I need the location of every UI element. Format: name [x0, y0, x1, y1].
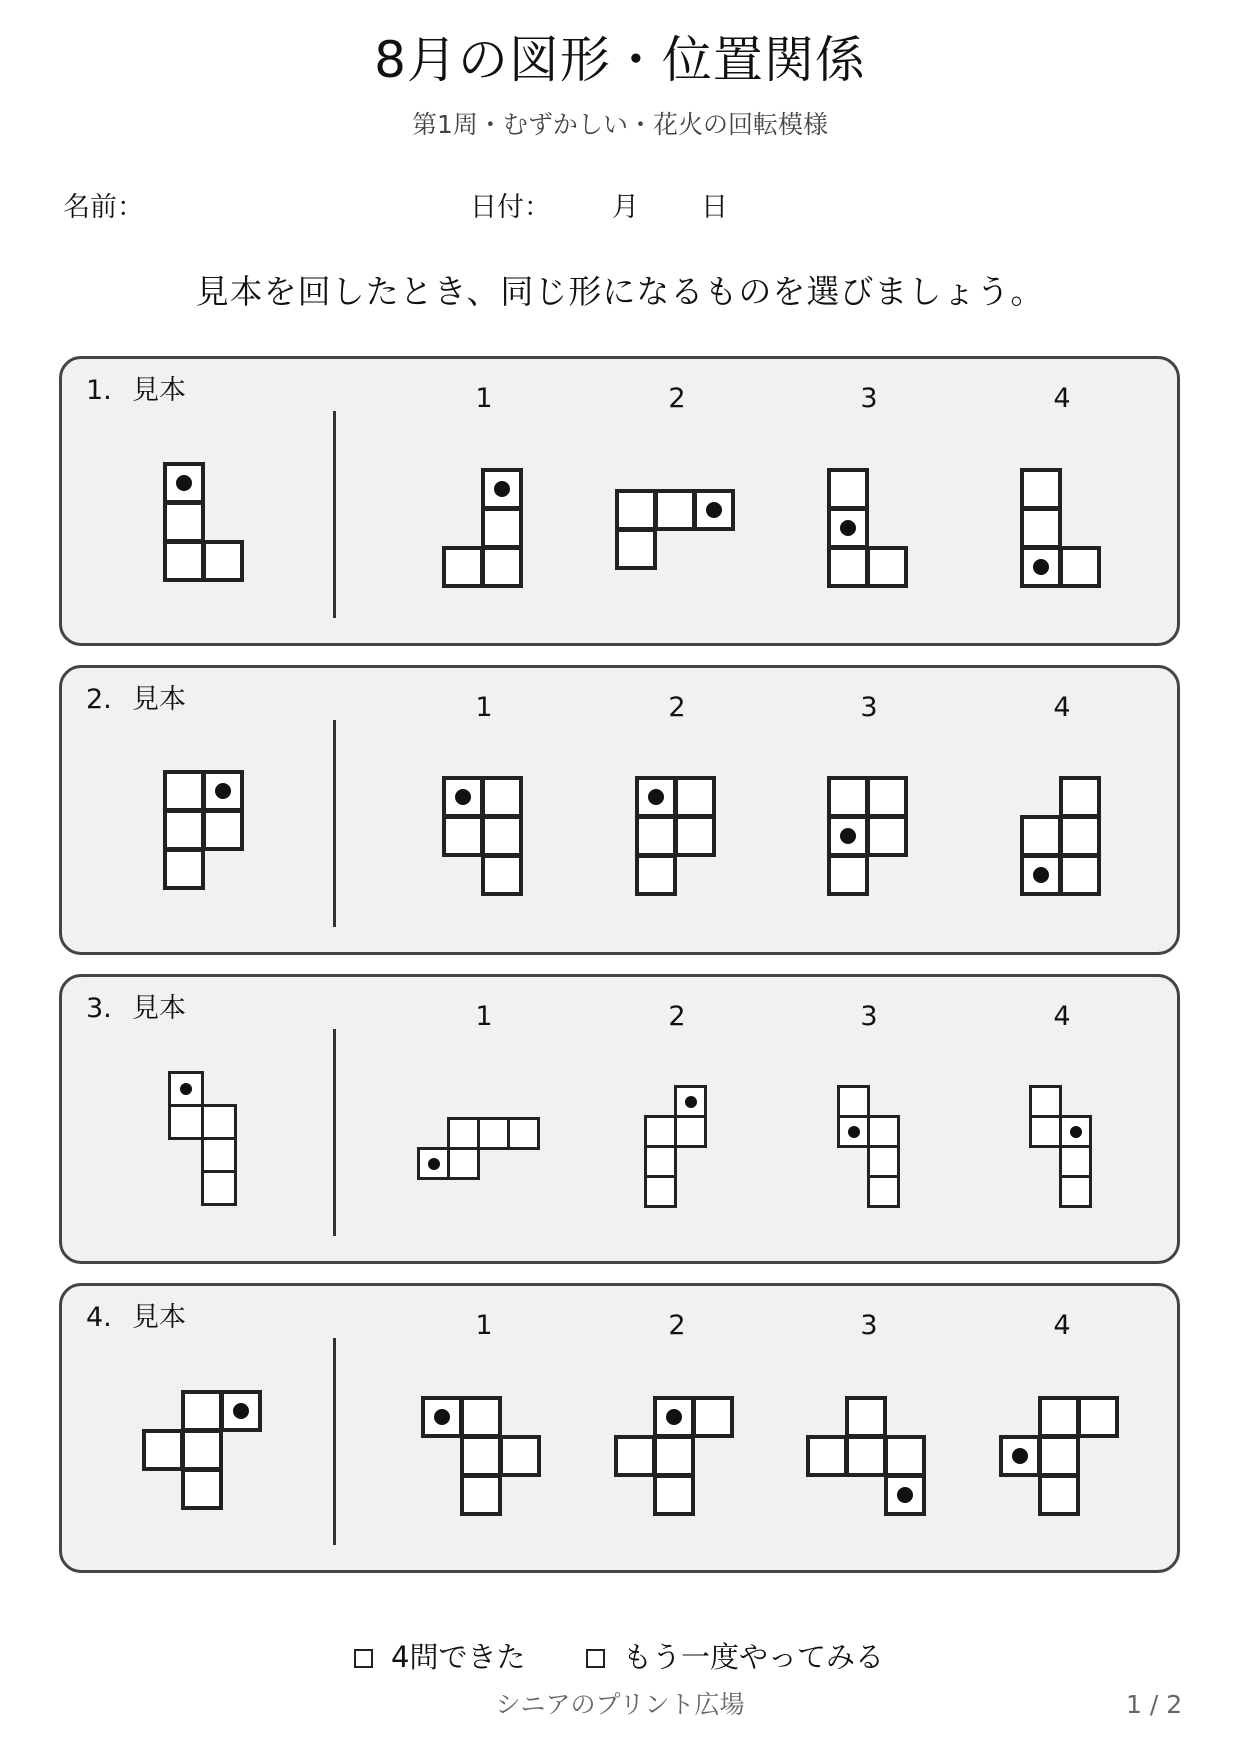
dot-cell [1059, 1115, 1092, 1148]
checklist-item-retry[interactable] [586, 1637, 884, 1677]
grid-cell [866, 776, 908, 818]
grid-cell [866, 546, 908, 588]
dot-cell [163, 462, 205, 504]
grid-cell [845, 1396, 887, 1438]
dot-cell [674, 1085, 707, 1118]
problem-panel-2 [59, 665, 1180, 955]
option-number-2: 2 [668, 1001, 686, 1032]
grid-cell [163, 540, 205, 582]
grid-cell [202, 540, 244, 582]
grid-cell [163, 809, 205, 851]
grid-cell [845, 1435, 887, 1477]
day-label: 日 [701, 192, 728, 223]
option-number-3: 3 [860, 383, 878, 414]
grid-cell [168, 1104, 204, 1140]
sample-label: 見本 [132, 1302, 186, 1333]
dot-cell [827, 507, 869, 549]
dot-cell [827, 815, 869, 857]
sample-label: 見本 [132, 993, 186, 1024]
grid-cell [827, 776, 869, 818]
dot-cell [837, 1115, 870, 1148]
grid-cell [867, 1115, 900, 1148]
dot-cell [481, 468, 523, 510]
grid-cell [806, 1435, 848, 1477]
grid-cell [674, 776, 716, 818]
dot-cell [220, 1390, 262, 1432]
dot-cell [884, 1474, 926, 1516]
grid-cell [635, 815, 677, 857]
grid-cell [181, 1390, 223, 1432]
grid-cell [1077, 1396, 1119, 1438]
divider [333, 411, 336, 618]
option-number-4: 4 [1053, 383, 1071, 414]
grid-cell [481, 815, 523, 857]
problem-panel-1 [59, 356, 1180, 646]
grid-cell [644, 1145, 677, 1178]
grid-cell [1029, 1115, 1062, 1148]
grid-cell [201, 1170, 237, 1206]
option-number-4: 4 [1053, 1310, 1071, 1341]
page-number: 1 / 2 [1126, 1690, 1183, 1719]
grid-cell [1020, 507, 1062, 549]
option-number-1: 1 [475, 1310, 493, 1341]
grid-cell [615, 528, 657, 570]
grid-cell [644, 1175, 677, 1208]
grid-cell [1059, 1175, 1092, 1208]
grid-cell [884, 1435, 926, 1477]
instruction-text: 見本を回したとき、同じ形になるものを選びましょう。 [195, 272, 1045, 311]
grid-cell [481, 546, 523, 588]
option-number-1: 1 [475, 383, 493, 414]
page-subtitle: 第1周・むずかしい・花火の回転模様 [412, 110, 828, 139]
month-label: 月 [612, 192, 639, 223]
option-number-3: 3 [860, 692, 878, 723]
grid-cell [481, 507, 523, 549]
option-number-2: 2 [668, 383, 686, 414]
problem-panel-3 [59, 974, 1180, 1264]
option-number-2: 2 [668, 692, 686, 723]
grid-cell [201, 1137, 237, 1173]
checklist-item-done[interactable] [354, 1637, 525, 1677]
grid-cell [654, 489, 696, 531]
checkbox[interactable] [586, 1649, 605, 1668]
page-title: 8月の図形・位置関係 [374, 31, 866, 89]
grid-cell [674, 1115, 707, 1148]
dot-cell [421, 1396, 463, 1438]
grid-cell [477, 1117, 510, 1150]
divider [333, 1338, 336, 1545]
problem-number: 1. [86, 375, 112, 406]
grid-cell [837, 1085, 870, 1118]
grid-cell [447, 1147, 480, 1180]
grid-cell [507, 1117, 540, 1150]
grid-cell [499, 1435, 541, 1477]
sample-label: 見本 [132, 684, 186, 715]
dot-cell [202, 770, 244, 812]
option-number-1: 1 [475, 1001, 493, 1032]
grid-cell [1059, 546, 1101, 588]
grid-cell [1059, 776, 1101, 818]
grid-cell [442, 815, 484, 857]
grid-cell [866, 815, 908, 857]
grid-cell [202, 809, 244, 851]
grid-cell [1038, 1474, 1080, 1516]
grid-cell [1029, 1085, 1062, 1118]
grid-cell [1059, 815, 1101, 857]
option-number-4: 4 [1053, 1001, 1071, 1032]
grid-cell [867, 1145, 900, 1178]
grid-cell [692, 1396, 734, 1438]
grid-cell [442, 546, 484, 588]
checklist-label: もう一度やってみる [623, 1640, 885, 1674]
sample-label: 見本 [132, 375, 186, 406]
problem-panel-4 [59, 1283, 1180, 1573]
grid-cell [1038, 1396, 1080, 1438]
grid-cell [827, 546, 869, 588]
grid-cell [481, 854, 523, 896]
date-label: 日付： [470, 192, 551, 223]
option-number-3: 3 [860, 1001, 878, 1032]
dot-cell [168, 1071, 204, 1107]
grid-cell [142, 1429, 184, 1471]
grid-cell [635, 854, 677, 896]
grid-cell [867, 1175, 900, 1208]
dot-cell [417, 1147, 450, 1180]
divider [333, 720, 336, 927]
grid-cell [460, 1474, 502, 1516]
footer-site: シニアのプリント広場 [495, 1690, 745, 1719]
grid-cell [481, 776, 523, 818]
dot-cell [635, 776, 677, 818]
grid-cell [1020, 468, 1062, 510]
divider [333, 1029, 336, 1236]
option-number-4: 4 [1053, 692, 1071, 723]
problem-number: 3. [86, 993, 112, 1024]
option-number-1: 1 [475, 692, 493, 723]
grid-cell [460, 1396, 502, 1438]
dot-cell [1020, 854, 1062, 896]
grid-cell [447, 1117, 480, 1150]
dot-cell [653, 1396, 695, 1438]
grid-cell [163, 848, 205, 890]
grid-cell [614, 1435, 656, 1477]
checkbox[interactable] [354, 1649, 373, 1668]
grid-cell [674, 815, 716, 857]
grid-cell [827, 854, 869, 896]
grid-cell [615, 489, 657, 531]
grid-cell [644, 1115, 677, 1148]
grid-cell [460, 1435, 502, 1477]
grid-cell [1059, 1145, 1092, 1178]
grid-cell [181, 1429, 223, 1471]
name-label: 名前： [63, 192, 144, 223]
grid-cell [1059, 854, 1101, 896]
problem-number: 4. [86, 1302, 112, 1333]
dot-cell [999, 1435, 1041, 1477]
grid-cell [181, 1468, 223, 1510]
grid-cell [163, 770, 205, 812]
grid-cell [1020, 815, 1062, 857]
problem-number: 2. [86, 684, 112, 715]
checklist-label: 4問できた [391, 1640, 526, 1674]
grid-cell [827, 468, 869, 510]
grid-cell [1038, 1435, 1080, 1477]
option-number-3: 3 [860, 1310, 878, 1341]
dot-cell [1020, 546, 1062, 588]
grid-cell [201, 1104, 237, 1140]
dot-cell [442, 776, 484, 818]
dot-cell [693, 489, 735, 531]
option-number-2: 2 [668, 1310, 686, 1341]
grid-cell [653, 1435, 695, 1477]
grid-cell [163, 501, 205, 543]
grid-cell [653, 1474, 695, 1516]
